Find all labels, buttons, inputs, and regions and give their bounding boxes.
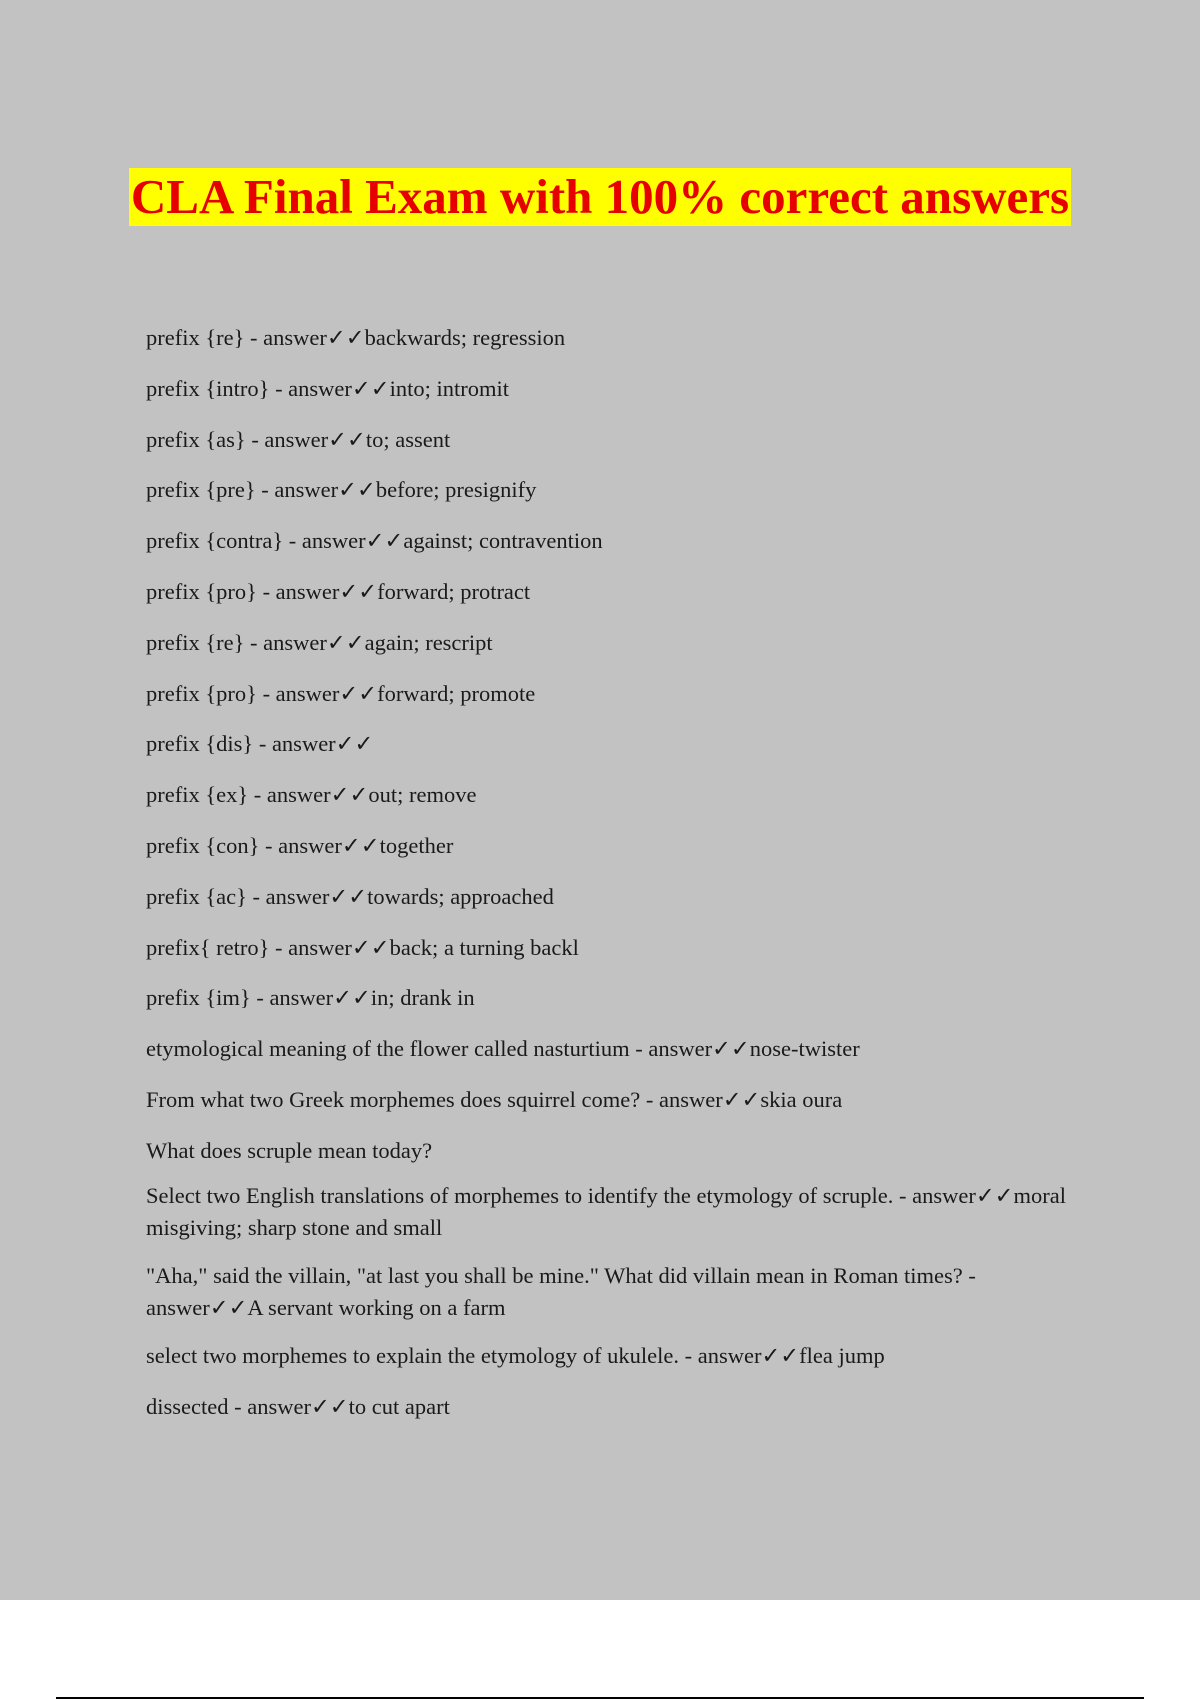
qa-item: "Aha," said the villain, "at last you shall be mine." What did villain mean in Roman times? - answer✓✓A servant working on a farm bbox=[146, 1262, 976, 1320]
qa-item: select two morphemes to explain the etymology of ukulele. - answer✓✓flea jump bbox=[146, 1342, 885, 1368]
qa-item: prefix {ex} - answer✓✓out; remove bbox=[146, 782, 477, 808]
qa-item: prefix {intro} - answer✓✓into; intromit bbox=[146, 375, 509, 401]
document-title: CLA Final Exam with 100% correct answers bbox=[130, 169, 1070, 224]
qa-item: dissected - answer✓✓to cut apart bbox=[146, 1393, 450, 1419]
qa-item: prefix {pro} - answer✓✓forward; promote bbox=[146, 680, 536, 706]
title-container bbox=[0, 168, 1200, 226]
qa-list bbox=[146, 322, 1066, 1441]
qa-item: Select two English translations of morphemes to identify the etymology of scruple. - answer✓✓moral misgiving; sharp stone and small bbox=[146, 1182, 1067, 1240]
qa-item: prefix {re} - answer✓✓backwards; regression bbox=[146, 325, 566, 350]
qa-item: From what two Greek morphemes does squirrel come? - answer✓✓skia oura bbox=[146, 1086, 843, 1112]
qa-item: prefix {as} - answer✓✓to; assent bbox=[146, 426, 451, 452]
qa-item: What does scruple mean today? bbox=[146, 1137, 433, 1163]
qa-item: prefix {pre} - answer✓✓before; presignify bbox=[146, 477, 537, 503]
qa-item: etymological meaning of the flower called nasturtium - answer✓✓nose-twister bbox=[146, 1036, 860, 1062]
qa-item: prefix {con} - answer✓✓together bbox=[146, 832, 454, 858]
qa-item: prefix {im} - answer✓✓in; drank in bbox=[146, 985, 475, 1011]
qa-item: prefix {contra} - answer✓✓against; contravention bbox=[146, 528, 603, 554]
qa-item: prefix{ retro} - answer✓✓back; a turning backl bbox=[146, 934, 579, 960]
qa-item: prefix {dis} - answer✓✓ bbox=[146, 731, 374, 757]
qa-item: prefix {ac} - answer✓✓towards; approached bbox=[146, 883, 554, 909]
footer-rule bbox=[56, 1697, 1144, 1699]
qa-item: prefix {pro} - answer✓✓forward; protract bbox=[146, 578, 531, 604]
qa-item: prefix {re} - answer✓✓again; rescript bbox=[146, 629, 493, 655]
